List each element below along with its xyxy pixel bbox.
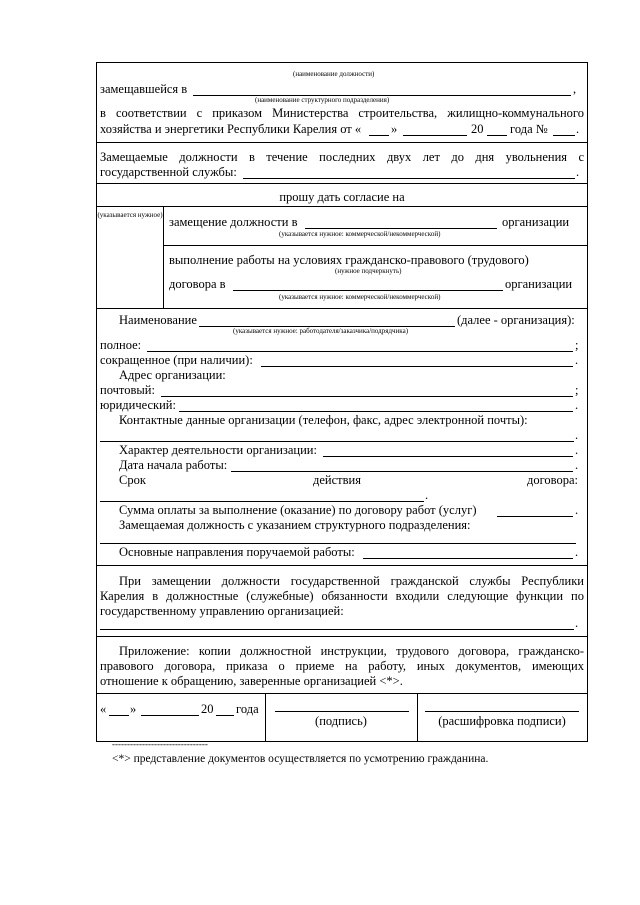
order-year-field[interactable] [487, 135, 507, 136]
divider [97, 693, 587, 694]
signature-decoding-field[interactable] [425, 711, 579, 712]
org-full-label: полное: [100, 338, 142, 352]
position-label: Замещаемая должность с указанием структурного подразделения: [119, 518, 471, 532]
footnote-text: <*> представление документов осуществляется по усмотрению гражданина. [112, 753, 489, 765]
payment-label: Сумма оплаты за выполнение (оказание) по договору работ (услуг) [119, 503, 477, 517]
org-short-label: сокращенное (при наличии): [100, 353, 253, 367]
duties-label: Основные направления поручаемой работы: [119, 545, 355, 559]
divider [163, 245, 587, 246]
org-contacts-label: Контактные данные организации (телефон, факс, адрес электронной почты): [119, 413, 528, 427]
contract-term-field[interactable] [100, 501, 424, 502]
org-legal-field[interactable] [179, 411, 573, 412]
option1-hint: (указывается нужное: коммерческой/некоммерческой) [279, 230, 441, 238]
request-title: прошу дать согласие на [279, 190, 405, 204]
org-full-name-field[interactable] [147, 351, 573, 352]
position-field[interactable] [100, 543, 576, 544]
org-address-label: Адрес организации: [119, 368, 226, 382]
date-year-word: года [236, 702, 259, 716]
functions-line-1: При замещении должности государственной гражданской службы Республики [119, 574, 584, 588]
signature-label: (подпись) [315, 714, 367, 728]
prev-positions-line-1: Замещаемые должности в течение последних двух лет до дня увольнения с [100, 150, 584, 164]
unit-field-end: , [573, 82, 577, 96]
attachment-line-2: правового договора, приказа о приеме на работу, иных документов, имеющих [100, 659, 584, 673]
option2-organization: организации [505, 277, 573, 291]
divider [97, 142, 587, 143]
mark-hint: (указывается нужное) [97, 211, 163, 219]
order-number-field[interactable] [553, 135, 575, 136]
option2-contract-in: договора в [169, 277, 226, 291]
payment-end: . [575, 503, 579, 517]
functions-line-2: Карелия в должностные (служебные) обязанности входили следующие функции по [100, 589, 584, 603]
prev-positions-line-2: государственной службы: [100, 165, 237, 179]
org-postal-field[interactable] [161, 396, 573, 397]
prev-positions-field[interactable] [243, 178, 575, 179]
order-line-2d: года № [510, 122, 548, 136]
option1-organization: организации [502, 215, 570, 229]
org-contacts-field[interactable] [100, 441, 574, 442]
start-date-field[interactable] [231, 471, 573, 472]
org-short-end: . [575, 353, 579, 367]
org-full-end: ; [575, 338, 579, 352]
option2-org-type-field[interactable] [233, 290, 503, 291]
org-name-label: Наименование [119, 313, 197, 327]
option-civil-contract[interactable]: выполнение работы на условиях гражданско-правового (трудового) [169, 253, 529, 267]
term-end: . [425, 488, 429, 502]
order-line-1: в соответствии с приказом Министерства строительства, жилищно-коммунального [100, 106, 584, 120]
signature-decoding-label: (расшифровка подписи) [438, 714, 566, 728]
org-legal-label: юридический: [100, 398, 176, 412]
org-activity-field[interactable] [323, 456, 573, 457]
option1-org-type-field[interactable] [305, 228, 497, 229]
payment-field[interactable] [497, 516, 573, 517]
term-word-1: Срок [119, 473, 146, 487]
sign-month-field[interactable] [141, 715, 199, 716]
org-legal-end: . [575, 398, 579, 412]
option2-hint-underline: (нужное подчеркнуть) [335, 267, 402, 275]
term-word-2: действия [313, 473, 361, 487]
order-line-2b: » [391, 122, 398, 136]
date-close-quote: » [130, 702, 137, 716]
divider [97, 308, 587, 309]
order-month-field[interactable] [403, 135, 467, 136]
duties-end: . [575, 545, 579, 559]
start-date-label: Дата начала работы: [119, 458, 228, 472]
attachment-line-3: отношение к обращению, заверенные организацией <*>. [100, 674, 403, 688]
sign-day-field[interactable] [109, 715, 129, 716]
order-line-2e: . [576, 122, 580, 136]
request-column-divider [163, 206, 164, 308]
org-name-end: (далее - организация): [457, 313, 575, 327]
order-day-field[interactable] [369, 135, 389, 136]
order-line-2a: хозяйства и энергетики Республики Карелия от « [100, 122, 362, 136]
org-activity-end: . [575, 443, 579, 457]
org-contacts-end: . [575, 428, 579, 442]
footnote-separator: -------------------------------- [112, 739, 208, 749]
functions-end: . [575, 616, 579, 630]
start-date-end: . [575, 458, 579, 472]
consent-form [96, 62, 588, 742]
unit-hint: (наименование структурного подразделения) [255, 96, 390, 104]
org-name-hint: (указывается нужное: работодателя/заказчика/подрядчика) [233, 327, 409, 335]
order-line-2c: 20 [471, 122, 484, 136]
sign-year-field[interactable] [216, 715, 234, 716]
option2-hint: (указывается нужное: коммерческой/некоммерческой) [279, 293, 441, 301]
date-open-quote: « [100, 702, 107, 716]
divider [97, 206, 587, 207]
served-in-label: замещавшейся в [100, 82, 188, 96]
attachment-line-1: Приложение: копии должностной инструкции, трудового договора, гражданско- [119, 644, 584, 658]
functions-line-3: государственному управлению организацией: [100, 604, 344, 618]
term-word-3: договора: [527, 473, 579, 487]
divider [97, 183, 587, 184]
date-century: 20 [201, 702, 214, 716]
signature-field[interactable] [275, 711, 409, 712]
org-postal-end: ; [575, 383, 579, 397]
prev-positions-end: . [576, 165, 580, 179]
duties-field[interactable] [363, 558, 573, 559]
divider [97, 636, 587, 637]
org-activity-label: Характер деятельности организации: [119, 443, 317, 457]
org-short-name-field[interactable] [261, 366, 573, 367]
divider [97, 565, 587, 566]
position-hint: (наименование должности) [293, 70, 375, 78]
functions-field[interactable] [100, 629, 574, 630]
option-replace-position[interactable]: замещение должности в [169, 215, 298, 229]
org-postal-label: почтовый: [100, 383, 155, 397]
